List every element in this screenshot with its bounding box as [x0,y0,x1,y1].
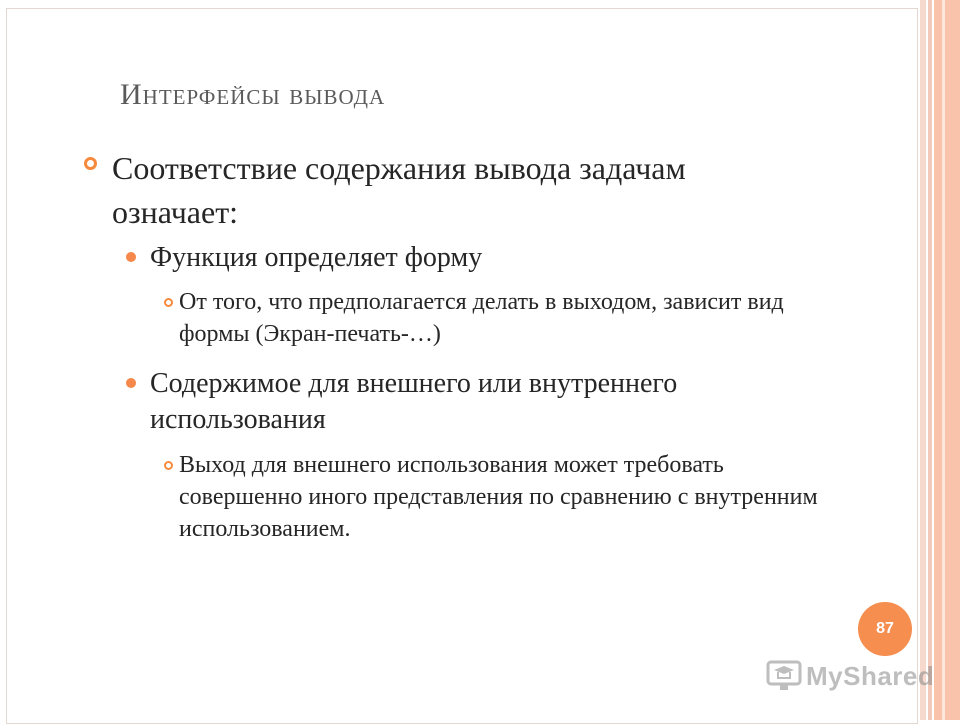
mortarboard-icon [766,658,802,694]
bullet-level2: Содержимое для внешнего или внутреннего использования [150,368,678,435]
watermark-brand: MyShared [806,660,935,691]
stripe [928,0,932,720]
dot-bullet-icon [126,378,136,388]
bullet-level3: От того, что предполагается делать в выходом, зависит вид формы (Экран-печать-…) [179,289,784,347]
stripe [934,0,960,720]
bullet-level2: Функция определяет форму [150,242,483,273]
small-ring-bullet-icon [164,298,173,307]
dot-bullet-icon [126,252,136,262]
small-ring-bullet-icon [164,461,173,470]
ring-bullet-icon [84,157,97,170]
slide-title: Интерфейсы вывода [120,78,386,111]
decorative-stripes [918,0,960,720]
page-number-badge: 87 [858,602,912,656]
stripe [942,0,945,720]
stripe [920,0,926,720]
bullet-level3: Выход для внешнего использования может требовать совершенно иного представления по сравнению с внутренним использованием. [179,452,818,542]
bullet-level1: Соответствие содержания вывода задачам означает: [112,150,686,230]
watermark [766,656,934,696]
